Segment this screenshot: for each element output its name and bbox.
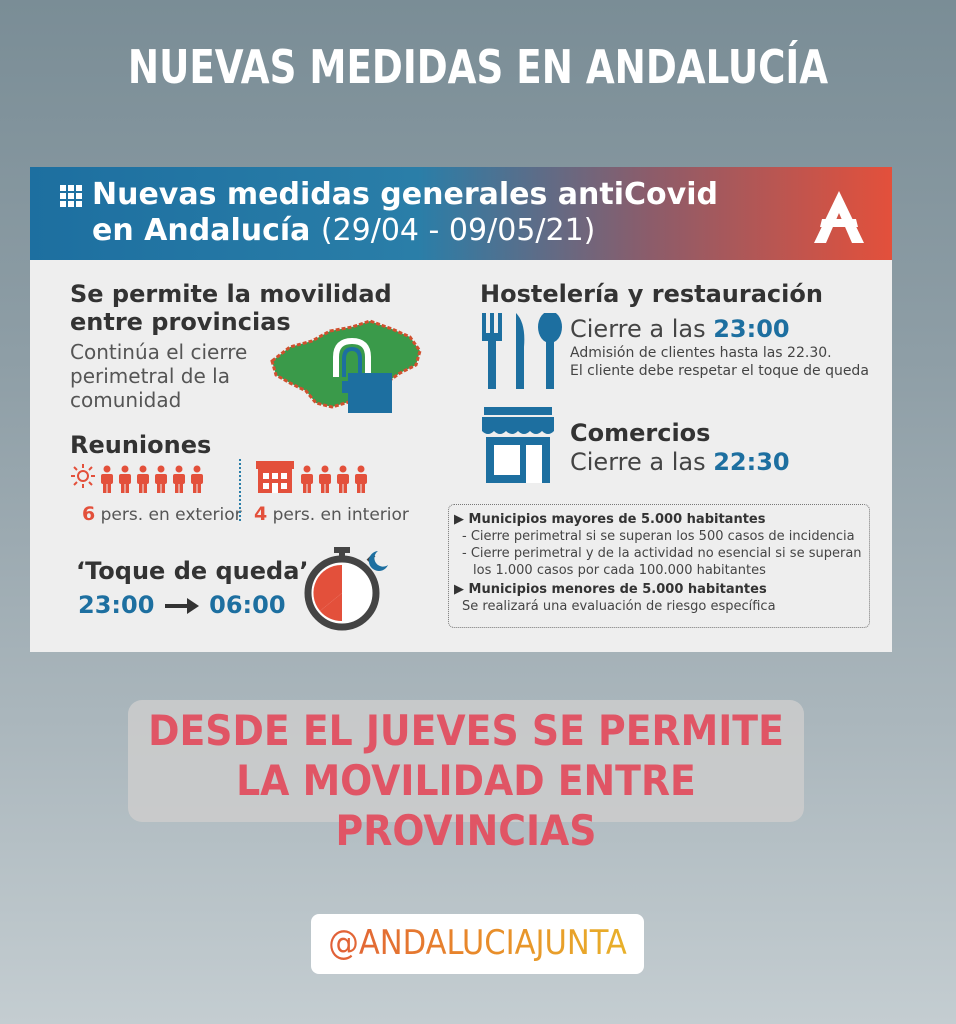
person-icon [172, 465, 186, 493]
comercios-cierre-time: 22:30 [713, 448, 790, 476]
arrow-right-icon [165, 597, 199, 615]
card-title-region: en Andalucía [92, 213, 311, 248]
rules-mayores-2: - Cierre perimetral y de la actividad no esencial si se superan [462, 546, 862, 561]
house-icon [256, 459, 294, 493]
movilidad-title: Se permite la movilidad entre provincias [70, 280, 392, 336]
rules-menores-head: ▶ Municipios menores de 5.000 habitantes [454, 582, 767, 597]
hosteleria-title: Hostelería y restauración [480, 280, 823, 308]
shop-icon [480, 407, 556, 483]
reuniones-interior-text: pers. en interior [272, 505, 409, 525]
reuniones-exterior-num: 6 [82, 503, 96, 525]
movilidad-text: Continúa el cierre perimetral de la comunidad [70, 340, 248, 412]
card-subtitle [92, 213, 595, 248]
rules-mayores-head: ▶ Municipios mayores de 5.000 habitantes [454, 512, 766, 527]
rules-menores-head-text: Municipios menores de 5.000 habitantes [468, 582, 767, 597]
rules-menores-1: Se realizará una evaluación de riesgo específica [462, 599, 776, 614]
hosteleria-cierre-prefix: Cierre a las [570, 315, 706, 343]
hosteleria-note-1: Admisión de clientes hasta las 22.30. [570, 345, 832, 361]
card-title: Nuevas medidas generales antiCovid [92, 177, 718, 212]
infographic-card [30, 167, 892, 652]
reuniones-exterior-text: pers. en exterior [100, 505, 242, 525]
hosteleria-cierre [570, 315, 790, 343]
person-icon [190, 465, 204, 493]
rules-mayores-1: - Cierre perimetral si se superan los 500 casos de incidencia [462, 529, 855, 544]
rules-mayores-3: los 1.000 casos por cada 100.000 habitantes [473, 563, 766, 578]
hosteleria-cierre-time: 23:00 [713, 315, 790, 343]
stopwatch-icon [302, 545, 398, 631]
grid-icon [60, 185, 82, 207]
reuniones-exterior-label [82, 503, 242, 525]
person-icon [118, 465, 132, 493]
person-icon [336, 465, 350, 493]
toque-to: 06:00 [209, 591, 286, 619]
card-header [30, 167, 892, 260]
account-handle[interactable]: @ANDALUCIAJUNTA [311, 922, 644, 964]
comercios-cierre [570, 448, 790, 476]
person-icon [318, 465, 332, 493]
toque-from: 23:00 [78, 591, 155, 619]
comercios-title: Comercios [570, 419, 711, 447]
comercios-cierre-prefix: Cierre a las [570, 448, 706, 476]
junta-logo [806, 189, 872, 245]
reuniones-interior-label [254, 503, 409, 525]
sun-icon [70, 463, 96, 489]
reuniones-divider [239, 459, 241, 521]
person-icon [300, 465, 314, 493]
person-icon [354, 465, 368, 493]
person-icon [154, 465, 168, 493]
highlight-text: DESDE EL JUEVES SE PERMITE LA MOVILIDAD ENTRE PROVINCIAS [148, 706, 784, 855]
moon-icon [369, 551, 388, 571]
rules-mayores-head-text: Municipios mayores de 5.000 habitantes [468, 512, 766, 527]
story-title: NUEVAS MEDIDAS EN ANDALUCÍA [127, 40, 829, 94]
person-icon [100, 465, 114, 493]
person-icon [136, 465, 150, 493]
hosteleria-note-2: El cliente debe respetar el toque de queda [570, 363, 869, 379]
toque-title: ‘Toque de queda’ [76, 557, 309, 585]
reuniones-interior-num: 4 [254, 503, 268, 525]
andalucia-map-icon [266, 317, 426, 417]
cutlery-icon [480, 313, 564, 389]
toque-times [78, 591, 286, 619]
card-dates: (29/04 - 09/05/21) [320, 213, 596, 248]
reuniones-title: Reuniones [70, 431, 212, 459]
